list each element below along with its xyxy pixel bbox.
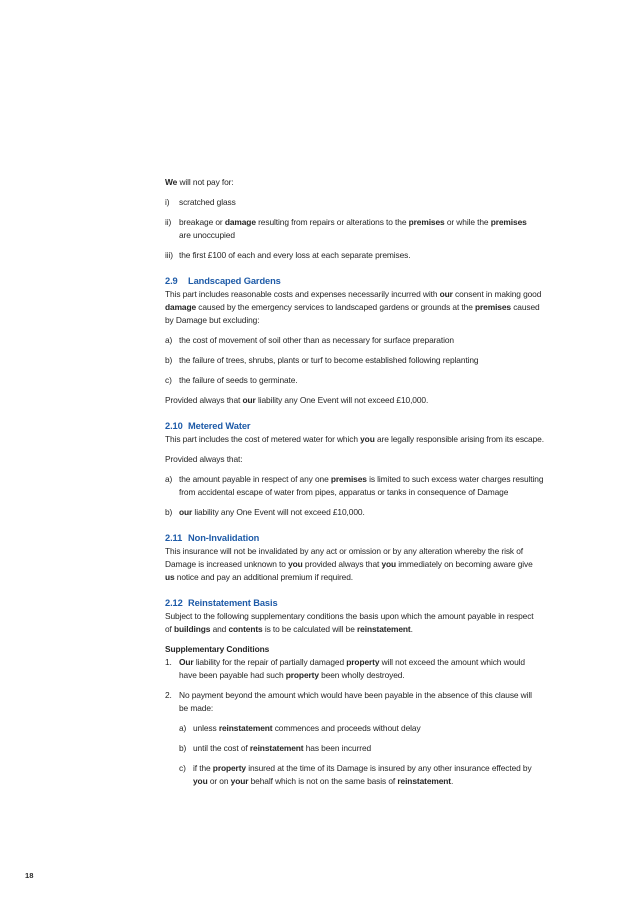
paragraph [165, 433, 605, 446]
text-run: if the [193, 763, 213, 773]
section-heading [165, 414, 605, 433]
list-item [165, 473, 605, 499]
text-run: breakage or [179, 217, 225, 227]
list-item [179, 762, 605, 788]
list-item [165, 249, 605, 262]
paragraph [165, 394, 605, 407]
subheading: Supplementary Conditions [165, 644, 270, 654]
defined-term: premises [490, 217, 527, 227]
list-item [165, 656, 605, 682]
page-number: 18 [25, 871, 34, 880]
defined-term: property [285, 670, 319, 680]
text-run: are unoccupied [179, 230, 235, 240]
list-marker: b) [179, 743, 187, 753]
section-number: 2.10 [165, 421, 183, 431]
text-run: resulting from repairs or alterations to the [255, 217, 409, 227]
text-run: unless [193, 723, 219, 733]
text-run: by Damage but excluding: [165, 315, 260, 325]
list-marker: a) [179, 723, 187, 733]
defined-term: premises [408, 217, 445, 227]
paragraph [165, 288, 605, 327]
text-run: . [450, 776, 454, 786]
text-run: This part includes reasonable costs and expenses necessarily incurred with [165, 289, 440, 299]
section-number: 2.11 [165, 533, 183, 543]
list-item [165, 506, 605, 519]
defined-term: reinstatement [218, 723, 273, 733]
section-title: Non-Invalidation [188, 533, 260, 543]
defined-term: Our [179, 657, 194, 667]
text-run: or on [207, 776, 231, 786]
list-item [165, 689, 605, 715]
text-run: This insurance will not be invalidated by any act or omission or by any alteration whereby the risk of [165, 546, 524, 556]
text-run: Provided always that [165, 395, 243, 405]
section-title: Metered Water [188, 421, 251, 431]
list-marker: 1. [165, 657, 172, 667]
defined-term: you [360, 434, 375, 444]
text-run: has been incurred [303, 743, 372, 753]
text-run: of [165, 624, 175, 634]
list-item-text [179, 689, 605, 715]
list-marker: i) [165, 197, 170, 207]
defined-term: you [288, 559, 303, 569]
list-item [179, 722, 605, 735]
text-run: until the cost of [193, 743, 250, 753]
text-run: provided always that [302, 559, 382, 569]
section-title: Reinstatement Basis [188, 598, 278, 608]
section-number: 2.12 [165, 598, 183, 608]
text-run: consent in making good [452, 289, 542, 299]
defined-term: premises [474, 302, 511, 312]
paragraph [165, 610, 605, 636]
list-item-text [179, 473, 605, 499]
section-heading [165, 269, 605, 288]
text-run: commences and proceeds without delay [272, 723, 421, 733]
list-item-text [193, 762, 605, 788]
paragraph [165, 176, 605, 189]
text-run: the amount payable in respect of any one [179, 474, 331, 484]
text-run: notice and pay an additional premium if required. [174, 572, 354, 582]
list-item-text [179, 374, 605, 387]
defined-term: you [381, 559, 397, 569]
text-run: liability for the repair of partially damaged [193, 657, 347, 667]
list-item-text [179, 196, 605, 209]
list-item-text [179, 656, 605, 682]
text-run: the failure of seeds to germinate. [179, 375, 298, 385]
text-run: and [210, 624, 229, 634]
text-run: the failure of trees, shrubs, plants or turf to become established following replanting [179, 355, 479, 365]
text-run: or while the [444, 217, 491, 227]
list-item-text [179, 354, 605, 367]
text-run: liability any One Event will not exceed £10,000. [192, 507, 365, 517]
defined-term: damage [224, 217, 256, 227]
defined-term: reinstatement [249, 743, 304, 753]
text-run: Subject to the following supplementary conditions the basis upon which the amount payable in respect [165, 611, 534, 621]
paragraph [165, 453, 605, 466]
list-marker: a) [165, 474, 173, 484]
text-run: liability any One Event will not exceed £10,000. [255, 395, 429, 405]
list-marker: iii) [165, 250, 173, 260]
text-run: been wholly destroyed. [318, 670, 405, 680]
defined-term: premises [330, 474, 367, 484]
defined-term: reinstatement [397, 776, 451, 786]
text-run: caused by the emergency services to landscaped gardens or grounds at the [196, 302, 475, 312]
defined-term: reinstatement [357, 624, 411, 634]
text-run: This part includes the cost of metered water for which [165, 434, 361, 444]
text-run: Damage is increased unknown to [165, 559, 289, 569]
section-heading [165, 526, 605, 545]
text-run: behalf which is not on the same basis of [248, 776, 398, 786]
text-run: insured at the time of its Damage is insured by any other insurance effected by [245, 763, 532, 773]
defined-term: us [165, 572, 175, 582]
list-item-text [179, 506, 605, 519]
defined-term: you [193, 776, 208, 786]
text-run: from accidental escape of water from pipes, apparatus or tanks in consequence of Damage [179, 487, 509, 497]
text-run: are legally responsible arising from its escape. [374, 434, 544, 444]
list-marker: 2. [165, 690, 172, 700]
list-marker: b) [165, 355, 173, 365]
defined-term: our [439, 289, 453, 299]
defined-term: our [179, 507, 193, 517]
document-content [165, 176, 605, 795]
defined-term: property [212, 763, 246, 773]
defined-term: our [242, 395, 256, 405]
paragraph [165, 545, 605, 584]
text-run: be made: [179, 703, 214, 713]
list-item [165, 216, 605, 242]
text-run: is to be calculated will be [262, 624, 357, 634]
list-item-text [193, 722, 605, 735]
list-item [165, 354, 605, 367]
text-run: have been payable had such [179, 670, 286, 680]
section-title: Landscaped Gardens [188, 276, 281, 286]
section-number: 2.9 [165, 276, 178, 286]
list-item-text [193, 742, 605, 755]
text-run: immediately on becoming aware give [396, 559, 533, 569]
text-run: the first £100 of each and every loss at each separate premises. [179, 250, 411, 260]
list-item [179, 742, 605, 755]
list-item-text [179, 334, 605, 347]
list-marker: ii) [165, 217, 172, 227]
text-run: caused [510, 302, 540, 312]
defined-term: property [346, 657, 380, 667]
text-run: will not exceed the amount which would [379, 657, 525, 667]
text-run: . [410, 624, 413, 634]
text-run: No payment beyond the amount which would have been payable in the absence of this clause will [179, 690, 532, 700]
list-marker: b) [165, 507, 173, 517]
list-item-text [179, 249, 605, 262]
list-item-text [179, 216, 605, 242]
list-marker: c) [165, 375, 172, 385]
defined-term: your [230, 776, 249, 786]
defined-term: We [165, 177, 178, 187]
text-run: is limited to such excess water charges resulting [366, 474, 544, 484]
list-marker: c) [179, 763, 186, 773]
text-run: Provided always that: [165, 454, 243, 464]
list-item [165, 196, 605, 209]
section-heading [165, 591, 605, 610]
text-run: will not pay for: [177, 177, 234, 187]
defined-term: buildings [174, 624, 211, 634]
list-item [165, 374, 605, 387]
text-run: the cost of movement of soil other than as necessary for surface preparation [179, 335, 454, 345]
list-item [165, 334, 605, 347]
defined-term: damage [165, 302, 197, 312]
text-run: scratched glass [179, 197, 236, 207]
defined-term: contents [228, 624, 263, 634]
list-marker: a) [165, 335, 173, 345]
